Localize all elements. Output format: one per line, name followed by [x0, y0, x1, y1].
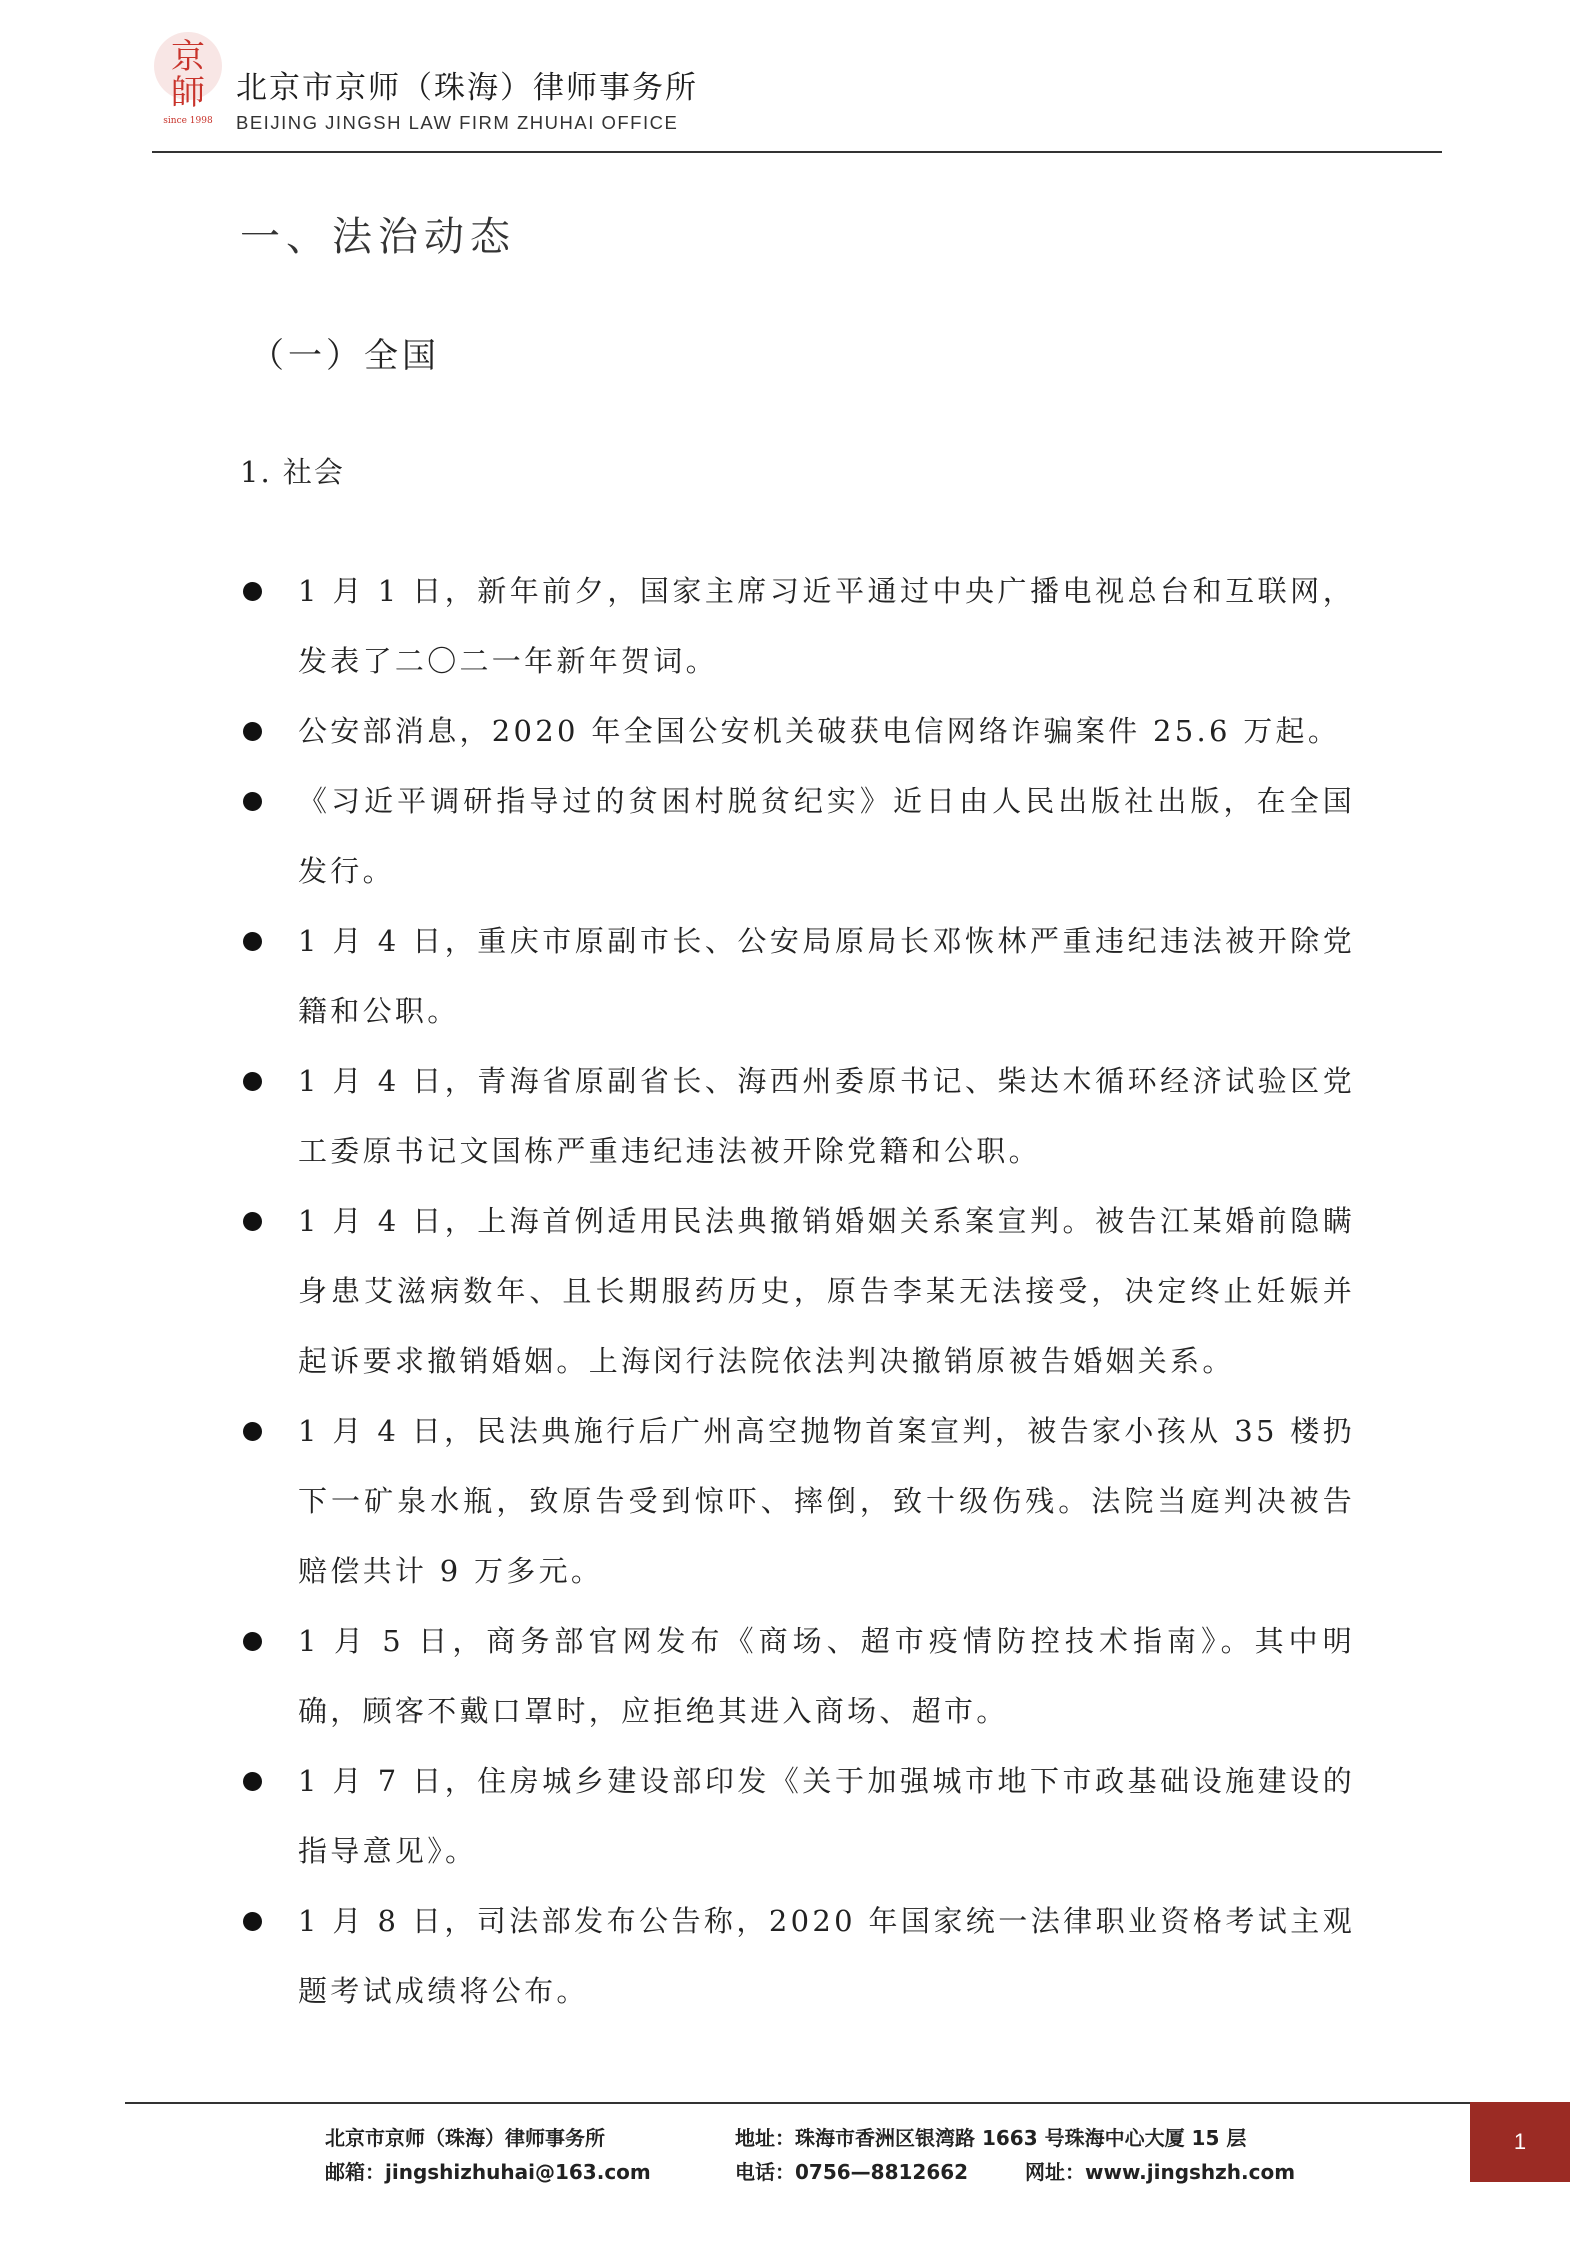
list-item-text: 《习近平调研指导过的贫困村脱贫纪实》近日由人民出版社出版，在全国发行。 — [298, 784, 1355, 888]
page-header — [152, 28, 1442, 152]
list-item — [240, 556, 1355, 696]
logo-since: since 1998 — [163, 116, 213, 126]
bullet-icon — [243, 1912, 262, 1931]
list-item — [240, 696, 1355, 766]
list-item-text: 1 月 7 日，住房城乡建设部印发《关于加强城市地下市政基础设施建设的指导意见》。 — [298, 1764, 1355, 1868]
bullet-icon — [243, 792, 262, 811]
news-list — [240, 556, 1355, 2026]
list-item — [240, 1396, 1355, 1606]
list-item-text: 公安部消息，2020 年全国公安机关破获电信网络诈骗案件 25.6 万起。 — [298, 714, 1341, 748]
list-item — [240, 766, 1355, 906]
category-title: 1. 社会 — [240, 455, 345, 489]
list-item-text: 1 月 4 日，重庆市原副市长、公安局原局长邓恢林严重违纪违法被开除党籍和公职。 — [298, 924, 1355, 1028]
bullet-icon — [243, 932, 262, 951]
list-item-text: 1 月 4 日，上海首例适用民法典撤销婚姻关系案宣判。被告江某婚前隐瞒身患艾滋病数年、且长期服药历史，原告李某无法接受，决定终止妊娠并起诉要求撤销婚姻。上海闵行法院依法判决撤销原被告婚姻关系。 — [298, 1204, 1355, 1378]
bullet-icon — [243, 1772, 262, 1791]
footer-divider — [125, 2102, 1470, 2104]
list-item-text: 1 月 5 日，商务部官网发布《商场、超市疫情防控技术指南》。其中明确，顾客不戴口罩时，应拒绝其进入商场、超市。 — [298, 1624, 1355, 1728]
page-number: 1 — [1470, 2102, 1570, 2182]
list-item — [240, 1886, 1355, 2026]
page-footer — [125, 2102, 1575, 2202]
bullet-icon — [243, 582, 262, 601]
section-title: 一、法治动态 — [240, 214, 516, 260]
header-divider — [152, 151, 1442, 153]
list-item — [240, 1046, 1355, 1186]
firm-name-cn: 北京市京师（珠海）律师事务所 — [236, 70, 698, 106]
firm-logo — [152, 28, 224, 128]
list-item-text: 1 月 4 日，青海省原副省长、海西州委原书记、柴达木循环经济试验区党工委原书记文国栋严重违纪违法被开除党籍和公职。 — [298, 1064, 1355, 1168]
bullet-icon — [243, 1632, 262, 1651]
bullet-icon — [243, 722, 262, 741]
list-item-text: 1 月 8 日，司法部发布公告称，2020 年国家统一法律职业资格考试主观题考试成绩将公布。 — [298, 1904, 1355, 2008]
list-item — [240, 1746, 1355, 1886]
footer-website: 网址：www.jingshzh.com — [1025, 2160, 1296, 2184]
logo-glyph-top: 京 — [171, 37, 205, 77]
list-item — [240, 1186, 1355, 1396]
footer-address: 地址：珠海市香洲区银湾路 1663 号珠海中心大厦 15 层 — [735, 2126, 1247, 2150]
footer-email: 邮箱：jingshizhuhai@163.com — [325, 2160, 651, 2184]
firm-name-en: BEIJING JINGSH LAW FIRM ZHUHAI OFFICE — [236, 112, 679, 133]
list-item-text: 1 月 1 日，新年前夕，国家主席习近平通过中央广播电视总台和互联网，发表了二〇二一年新年贺词。 — [298, 574, 1355, 678]
footer-phone: 电话：0756—8812662 — [735, 2160, 969, 2184]
list-item — [240, 906, 1355, 1046]
subsection-title: （一）全国 — [250, 336, 440, 376]
list-item-text: 1 月 4 日，民法典施行后广州高空抛物首案宣判，被告家小孩从 35 楼扔下一矿泉水瓶，致原告受到惊吓、摔倒，致十级伤残。法院当庭判决被告赔偿共计 9 万多元。 — [298, 1414, 1355, 1588]
logo-glyph-bottom: 師 — [171, 73, 205, 113]
footer-firm-name: 北京市京师（珠海）律师事务所 — [325, 2126, 605, 2150]
list-item — [240, 1606, 1355, 1746]
bullet-icon — [243, 1072, 262, 1091]
bullet-icon — [243, 1422, 262, 1441]
bullet-icon — [243, 1212, 262, 1231]
